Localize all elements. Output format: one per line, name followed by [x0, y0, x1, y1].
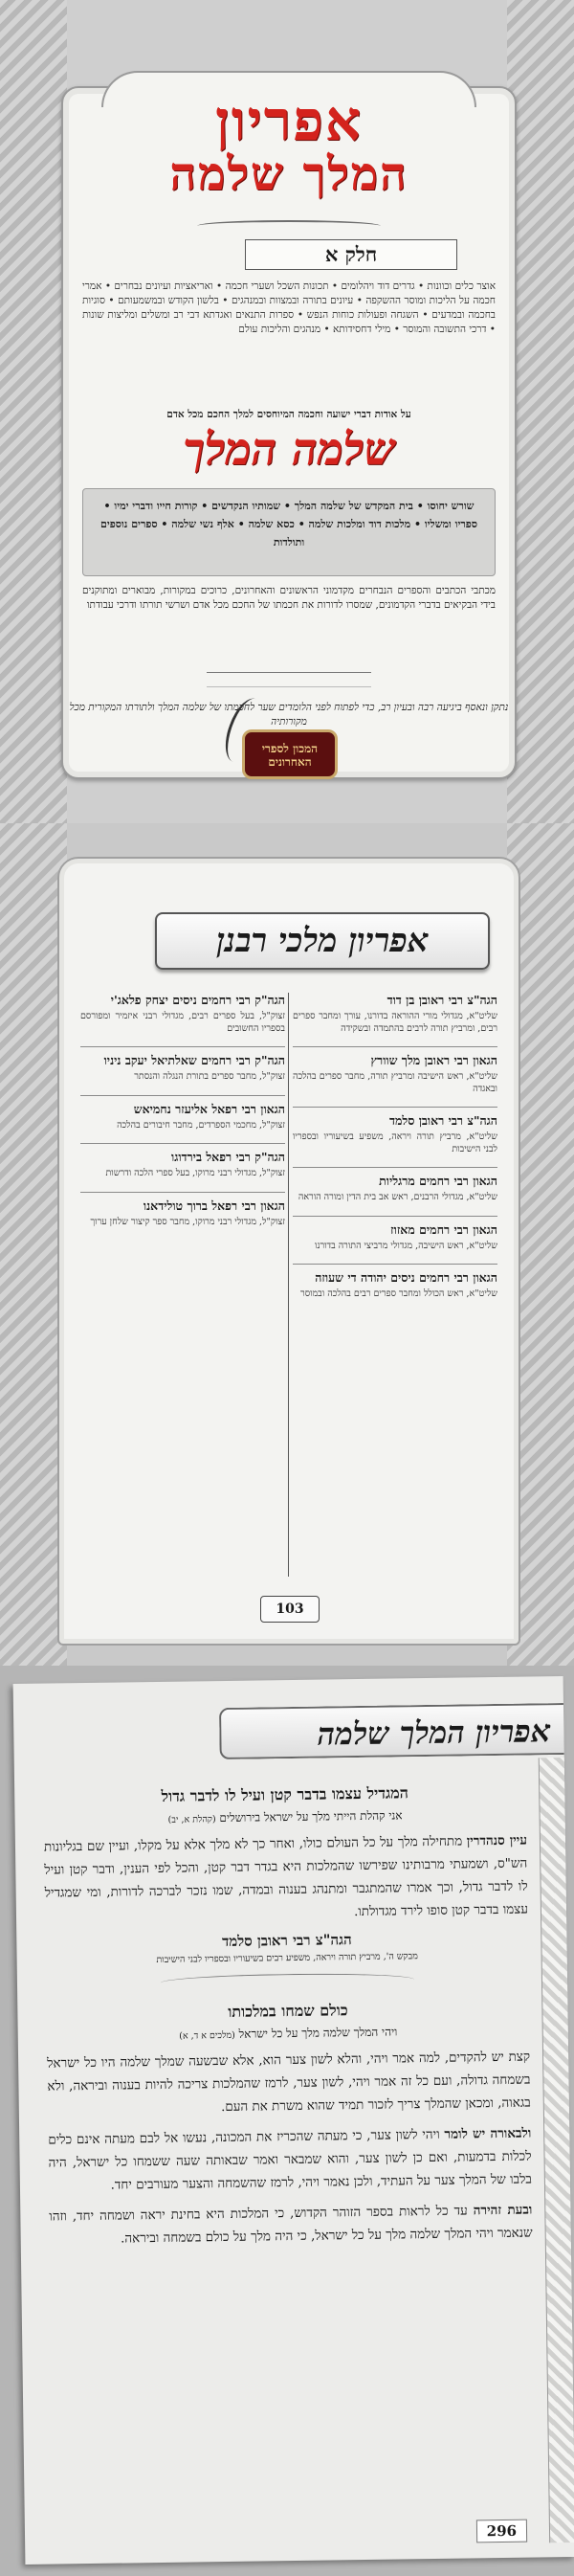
cover-title-line1: אפריון: [214, 88, 364, 153]
cover-bottom-note: נתקן ונאסף ביגיעה רבה ובעיון רב, כדי לפתוח לפני הלומדים שער לחכמתו של שלמה המלך ולתורתו המקורית מכל מקורותיה: [69, 702, 509, 728]
entry-name: הגאון רבי רחמים מאזוז: [390, 1221, 497, 1237]
entry-text: שליט"א, מגדולי מורי ההוראה בדורנו, עורך ומחבר ספרים רבים, ומרביץ תורה לרבים בהתמדה ובשקידה: [293, 1011, 497, 1034]
entry-text: שליט"א, מרביץ תורה ויראה, משפיע בשיעוריו ובספריו לבני הישיבות: [293, 1131, 497, 1154]
paragraph-text: מתחילה מלך על כל העולם כולו, ואחר כך לא מלך אלא על מקלו, ועיין שם בגליונות הש"ס, ושמעתי מרבותינו שפירשו שהמלכות היא בגדר דבר קטן, והכל לפי הענין, ודבר קטן ועיל לו לדבר גדול, וכך אמרו שהמתגבר ומתנהג בענוה ובמדה, שמו נזכר לברכה לדורות, ומי שמגדיל עצמו בדבר קטן סופו לירד מגדולתו.: [43, 1833, 529, 1920]
cover-subtitle: שלמה המלך: [183, 423, 395, 475]
logo-badge: המכון לספרי האחרונים: [242, 729, 338, 779]
list-item: [80, 1143, 285, 1180]
page-number: 296: [476, 2520, 528, 2543]
list-item: [293, 1107, 497, 1155]
right-ornament: [507, 0, 574, 823]
contents-frame: [57, 857, 520, 1646]
entry-name: הגאון רבי רחמים ניסים יהודה די שעוזה: [315, 1270, 497, 1285]
paragraph-lead: ובעת זהירה: [473, 2202, 533, 2219]
left-column: [80, 993, 285, 1240]
entry-name: הגה"ק רבי רחמים שאלתיאל יעקב ניניו: [103, 1053, 285, 1067]
paragraph-lead: ולבאורה יש לומר: [444, 2125, 532, 2142]
verse-text: אני קהלת הייתי מלך על ישראל בירושלים: [219, 1808, 403, 1826]
entry-name: הגאון רבי רפאל אליעזר נחמיאש: [133, 1101, 285, 1116]
entry-text: זצוק"ל, מחבר ספרים בתורת הנגלה והנסתר: [134, 1071, 285, 1082]
verse-reference: [44, 1807, 527, 1828]
list-item: [293, 1264, 497, 1301]
publisher-logo: [221, 697, 355, 785]
cover-description: מכתבי הכתבים והספרים הנבחרים מקדמוני הראשונים והאחרונים, כרוכים במקורות, מבוארים ומתוקנים בידי הבקיאים בדברי הקדמונים, שמסרו לדורות את חכמתו של החכם מכל אדם ושרשי תורתו ודרכי עבודתו: [82, 585, 496, 611]
entry-name: הגאון רבי רחמים מרגליות: [379, 1174, 497, 1188]
part-label: חלק א: [245, 239, 457, 270]
entry-text: זצוק"ל, בעל ספרים רבים, מגדולי רבני איזמיר ומפורסם בספריו החשובים: [80, 1011, 285, 1034]
paragraph-text: ויהי לשון צער, כי מעתה שהכריז את המכונה, נעשו אל לבם מעתה אינם כלים לכלות בדמעות, ואם כן לשון צער, והוא שמבאר ואמר שבאותה שעה ששמחו כל ישראל, היה בלבו של המלך צער על העתיד, ולכן נאמר ויהי, לרמז שהשמחה והצער מעורבים יחד.: [48, 2126, 532, 2193]
column-divider: [288, 993, 289, 1577]
cover-panel: [0, 0, 574, 823]
entry-name: הגה"צ רבי ראובן סלמד: [388, 1113, 497, 1128]
cover-subjects: אוצר כלים וכוונות • גדרים דוד ויהלומים • תכונות השכל ושערי חכמה • ואריאציות ועיונים נבחרים • אמרי חכמה על הליכות ומוסר ההשקפה • עיונים בתורה ובמצוות ובמנהגים • בלשון הקודש ובמשמעותם • סוגיות בחכמה ובמדעים • השגחה ופעולות כוחות הנפש • ספרות התנאים ואגדתא דבי רב ומשלים ומליצות שונות • דרכי התשובה והמוסר • מילי דחסידותא • מנהגים והליכות עולם: [82, 280, 496, 335]
section-title: המגדיל עצמו בדבר קטן ועיל לו לדבר גדול: [161, 1783, 409, 1805]
entry-name: הגאון רבי רפאל ברוך טולידאנו: [143, 1198, 285, 1213]
list-item: [80, 1192, 285, 1229]
ornament-divider: [161, 1972, 414, 1990]
ornament-divider: [207, 672, 371, 687]
cover-intro: על אודות דברי ישועה וחכמה המיוחסים למלך החכם מכל אדם: [166, 409, 411, 420]
verse-source: (קהלת א, יב): [167, 1814, 216, 1826]
cover-topics-box: שורש יחוסו • בית המקדש של שלמה המלך • שמותיו הנקדשים • קורות חייו ודברי ימיו • ספריו ומשליו • מלכות דוד ומלכות שלמה • כסא שלמה • אלף נשי שלמה • ספרים נוספים ותולדות: [82, 488, 496, 576]
page-edge-ornament: [539, 1758, 574, 2542]
paragraph: קצת יש להקדים, למה אמר ויהי, והלא לשון צער הוא, אלא שבשעה שמלך שלמה היו כל ישראל בשמחה גדולה, ועם כל זה אמר ויהי, לשון צער, לרמז שהמלכות צריכה להיות בענוה וביראה, ולא בגאוה, ומכאן שהמלך צריך לזכור תמיד שהוא משרת את העם.: [47, 2049, 531, 2116]
verse-text: ויהי המלך שלמה מלך על כל ישראל: [238, 2025, 398, 2041]
cover-frame: [61, 86, 517, 779]
entry-text: זצוק"ל, מגדולי רבני מרוקו, בעל ספרי הלכה ודרשות: [105, 1168, 285, 1178]
paragraph: [49, 2199, 533, 2251]
list-item: [80, 1095, 285, 1132]
list-item: [293, 993, 497, 1035]
contents-banner: אפריון מלכי רבנן: [155, 912, 490, 970]
text-page: [13, 1676, 574, 2565]
left-ornament: [0, 0, 67, 823]
entry-text: שליט"א, מגדולי הרבנים, ראש אב בית הדין ומורה הוראה: [298, 1192, 497, 1202]
entry-text: זצוק"ל, מחכמי הספרדים, מחבר חיבורים בהלכה: [117, 1119, 285, 1131]
verse-reference: [47, 2024, 530, 2045]
entry-name: הגה"ק רבי רחמים ניסים יצחק פלאג'י: [110, 993, 285, 1007]
running-header: אפריון המלך שלמה: [219, 1703, 564, 1759]
contents-panel: [0, 823, 574, 1666]
list-item: [80, 1046, 285, 1084]
list-item: [293, 1167, 497, 1204]
title-flourish: [197, 220, 381, 232]
entry-text: שליט"א, ראש הישיבה ומרביץ תורה, מחבר ספרים בהלכה ובאגדה: [293, 1071, 497, 1094]
list-item: [293, 1046, 497, 1095]
paragraph-text: עד כל לראות בספר הזוהר הקדוש, כי המלכות היא בחינת יראה ושמחה יחד, וזהו שנאמר ויהי המלך שלמה מלך על כל ישראל, כי היה מלך על כולם בשמחה וביראה.: [49, 2203, 533, 2247]
page-number: 103: [260, 1596, 320, 1623]
page-body: [43, 1782, 533, 2259]
entry-text: זצוק"ל, מגדולי רבני מרוקו, מחבר ספר קיצור שלחן ערוך: [90, 1216, 285, 1227]
entry-name: הגאון רבי ראובן מלך שוורץ: [370, 1053, 497, 1067]
list-item: [293, 1216, 497, 1253]
right-column: [293, 993, 497, 1312]
author-name: הגה"צ רבי ראובן סלמד: [221, 1931, 352, 1951]
section-title: כולם שמחו במלכותו: [228, 2001, 348, 2021]
entry-name: הגה"צ רבי ראובן בן דוד: [386, 993, 497, 1007]
text-page-panel: [0, 1666, 574, 2576]
entry-text: שליט"א, ראש הישיבה, מגדולי מרביצי התורה בדורנו: [314, 1240, 497, 1251]
entry-text: שליט"א, ראש הכולל ומחבר ספרים רבים בהלכה ובמוסר: [300, 1288, 497, 1299]
list-item: [80, 993, 285, 1035]
paragraph: [48, 2122, 532, 2198]
cover-title-line2: המלך שלמה: [169, 147, 408, 201]
entry-name: הגה"ק רבי רפאל בירדוגו: [171, 1150, 285, 1164]
paragraph: [44, 1829, 528, 1928]
paragraph-lead: עיין סנהדרין: [466, 1832, 528, 1849]
verse-source: (מלכים א ד, א): [179, 2029, 235, 2042]
author-description: מבקש ה', מרביץ תורה ויראה, משפיע רבים בשיעוריו ובספריו לבני הישיבות: [156, 1951, 418, 1965]
